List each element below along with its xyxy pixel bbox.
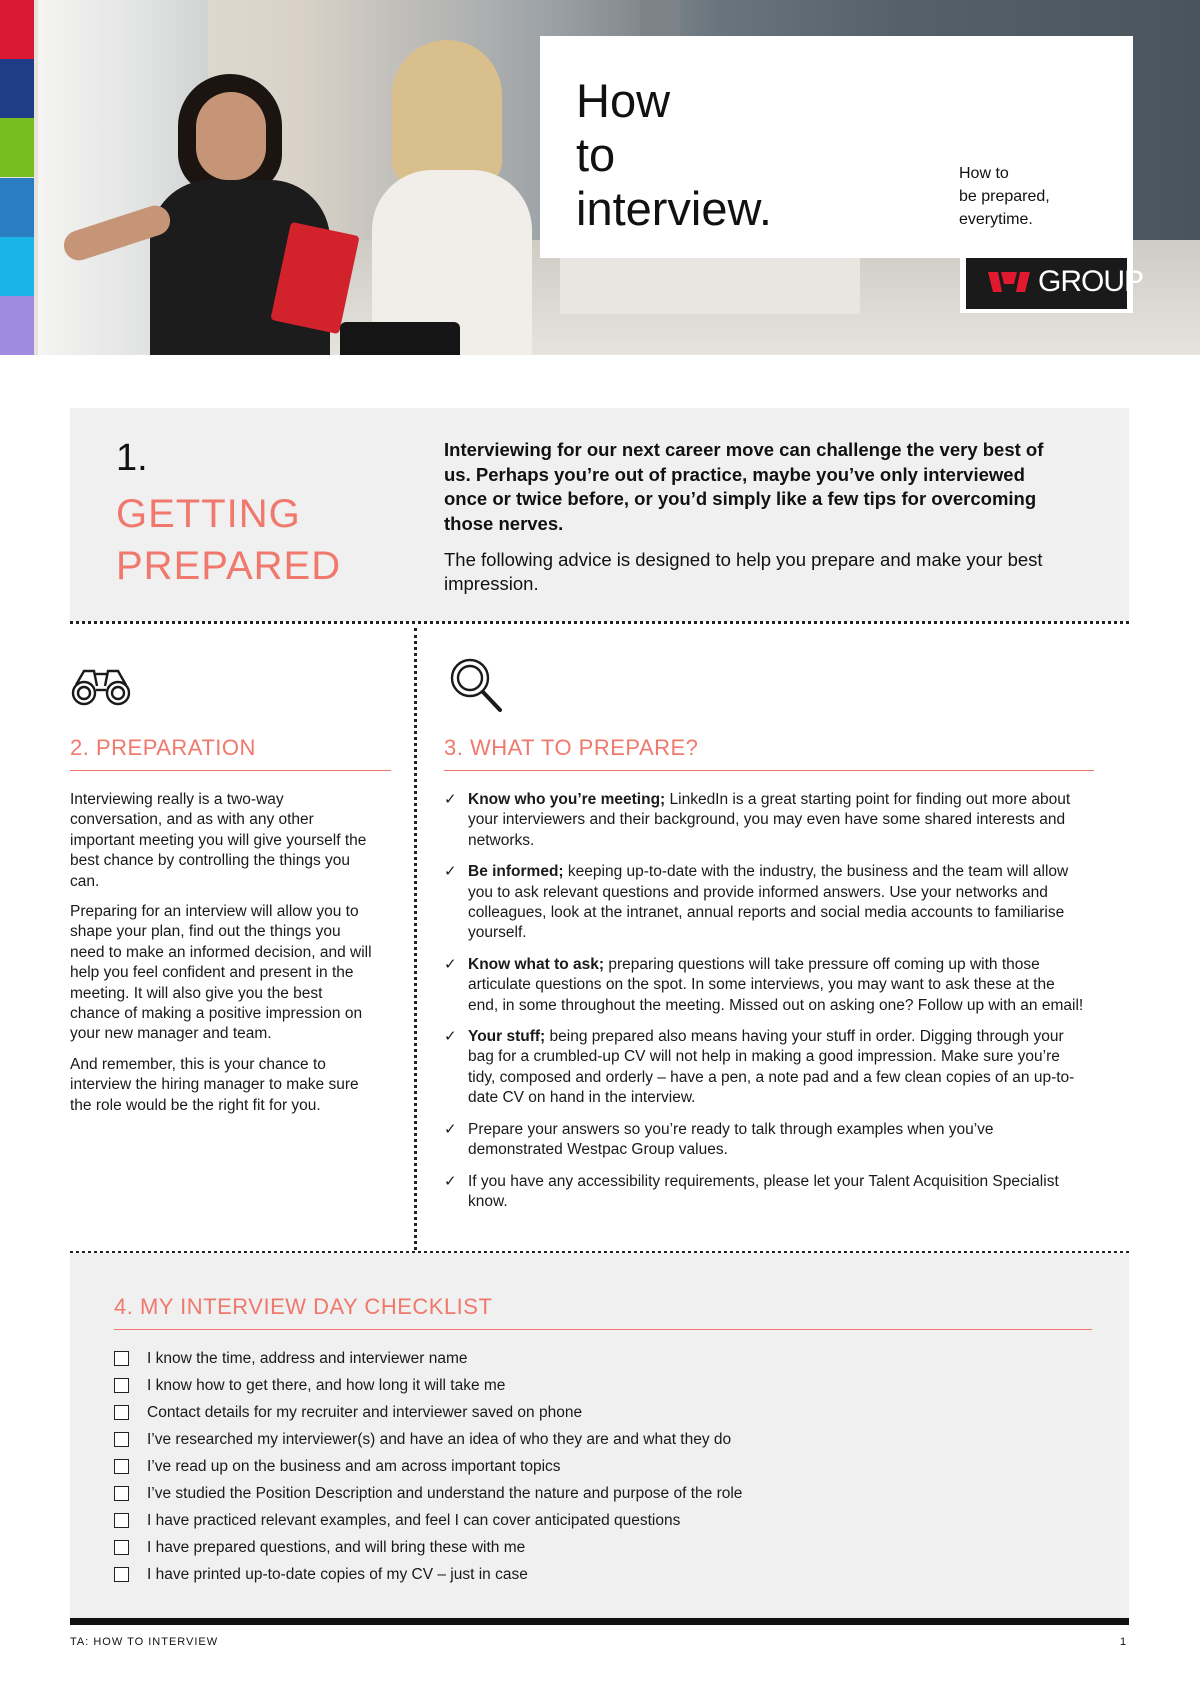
person-two-hair (392, 40, 502, 190)
preparation-text (70, 790, 375, 1126)
bullet-text: If you have any accessibility requirements, please let your Talent Acquisition Specialist know. (468, 1172, 1059, 1210)
checklist-item[interactable] (114, 1349, 1014, 1376)
bullet-text: Prepare your answers so you’re ready to talk through examples when you’ve demonstrated Westpac Group values. (468, 1120, 994, 1159)
checkbox[interactable] (114, 1405, 129, 1420)
page-subtitle (959, 162, 1119, 231)
checklist-item[interactable] (114, 1484, 1014, 1511)
checklist-label: I’ve read up on the business and am across important topics (147, 1458, 561, 1475)
list-item (444, 955, 1084, 1016)
subtitle-line: How to (959, 165, 1009, 182)
bullet-lead: Be informed; (468, 863, 564, 881)
getting-prepared-section (70, 408, 1129, 622)
westpac-w-icon (988, 272, 1030, 292)
subtitle-line: be prepared, (959, 188, 1050, 205)
page-title (576, 74, 876, 236)
check-icon: ✓ (444, 863, 457, 881)
checkbox[interactable] (114, 1513, 129, 1528)
check-icon: ✓ (444, 791, 457, 808)
page-number: 1 (1120, 1636, 1127, 1648)
checklist-item[interactable] (114, 1376, 1014, 1403)
what-to-prepare-heading: 3. WHAT TO PREPARE? (444, 734, 1094, 771)
checklist-heading: 4. MY INTERVIEW DAY CHECKLIST (114, 1293, 1092, 1330)
subtitle-line: everytime. (959, 211, 1033, 228)
checklist (114, 1349, 1014, 1592)
heading-line: PREPARED (116, 544, 342, 588)
color-bar-stripe (0, 296, 34, 355)
color-bar-stripe (0, 178, 34, 237)
color-bar-stripe (0, 59, 34, 118)
bullet-lead: Know who you’re meeting; (468, 791, 666, 808)
check-icon: ✓ (444, 1172, 457, 1190)
hero-counter (560, 250, 860, 314)
checklist-label: I know how to get there, and how long it will take me (147, 1377, 506, 1394)
color-bar-stripe (0, 0, 34, 59)
list-item (444, 1120, 1084, 1161)
bullet-text: preparing questions will take pressure off coming up with those articulate questions on the spot. In some interviews, you may want to ask these at the end, in some throughout the meeting. Missed out on asking one? Follow up with an email! (468, 955, 1084, 1014)
hero-banner (0, 0, 1200, 355)
list-item (444, 1027, 1084, 1109)
magnifier-icon (448, 656, 504, 714)
title-line: interview. (576, 182, 772, 235)
checklist-item[interactable] (114, 1403, 1014, 1430)
checkbox[interactable] (114, 1459, 129, 1474)
checklist-item[interactable] (114, 1430, 1014, 1457)
what-to-prepare-list (444, 790, 1084, 1223)
checklist-label: I have printed up-to-date copies of my CV – just in case (147, 1566, 528, 1583)
list-item (444, 1172, 1084, 1213)
paragraph: And remember, this is your chance to interview the hiring manager to make sure the role would be the right fit for you. (70, 1055, 359, 1114)
checklist-item[interactable] (114, 1565, 1014, 1592)
section-number: 1. (116, 437, 148, 479)
heading-line: GETTING (116, 492, 301, 536)
title-line: to (576, 128, 616, 181)
checklist-label: I have prepared questions, and will bring these with me (147, 1539, 526, 1556)
checklist-label: Contact details for my recruiter and interviewer saved on phone (147, 1404, 583, 1421)
logo-plate (966, 258, 1144, 309)
dotted-column-divider (414, 628, 417, 1250)
checklist-item[interactable] (114, 1538, 1014, 1565)
person-one-face (196, 92, 266, 180)
color-bar-stripe (0, 237, 34, 296)
check-icon: ✓ (444, 955, 457, 973)
logo-text: GROUP (1038, 265, 1144, 298)
checklist-label: I have practiced relevant examples, and feel I can cover anticipated questions (147, 1512, 681, 1529)
checkbox[interactable] (114, 1567, 129, 1582)
checklist-item[interactable] (114, 1511, 1014, 1538)
person-two-bag (340, 322, 460, 355)
preparation-heading: 2. PREPARATION (70, 734, 391, 771)
dotted-divider (70, 621, 1129, 624)
check-icon: ✓ (444, 1028, 457, 1046)
checklist-label: I’ve researched my interviewer(s) and have an idea of who they are and what they do (147, 1431, 732, 1448)
bullet-text: being prepared also means having your stuff in order. Digging through your bag for a crumbled-up CV will not help in making a good impression. Make sure you’re tidy, composed and orderly – have a pen, a note pad and a few clean copies of an up-to-date CV on hand in the interview. (468, 1028, 1075, 1107)
title-card (540, 36, 1133, 258)
binoculars-icon (70, 664, 132, 708)
list-item (444, 790, 1084, 851)
bullet-text: LinkedIn is a great starting point for finding out more about your interviewers and their background, you may even have some shared interests and networks. (468, 791, 1071, 849)
westpac-group-logo (960, 258, 1144, 313)
paragraph: Preparing for an interview will allow you to shape your plan, find out the things you need to make an informed decision, and will help you feel confident and present in the meeting. It will also give you the best chance of making a positive impression on your new manager and team. (70, 903, 372, 1043)
intro-body: The following advice is designed to help you prepare and make your best impression. (444, 549, 1043, 594)
paragraph: Interviewing really is a two-way conversation, and as with any other important meeting you will give yourself the best chance by controlling the things you can. (70, 791, 367, 890)
checkbox[interactable] (114, 1486, 129, 1501)
checkbox[interactable] (114, 1540, 129, 1555)
section-heading (116, 488, 406, 592)
check-icon: ✓ (444, 1120, 457, 1138)
bullet-text: keeping up-to-date with the industry, the business and the team will allow you to ask relevant questions and provide informed answers. Use your networks and colleagues, look at the intranet, annual reports and social media accounts to familiarise yourself. (468, 863, 1069, 942)
list-item (444, 862, 1084, 944)
bullet-lead: Your stuff; (468, 1028, 546, 1046)
checklist-section (70, 1253, 1129, 1618)
checkbox[interactable] (114, 1378, 129, 1393)
footer-title: TA: HOW TO INTERVIEW (70, 1636, 219, 1648)
checklist-label: I’ve studied the Position Description and understand the nature and purpose of the role (147, 1485, 743, 1502)
checklist-item[interactable] (114, 1457, 1014, 1484)
checkbox[interactable] (114, 1432, 129, 1447)
color-bar-stripe (0, 118, 34, 177)
footer-rule (70, 1618, 1129, 1625)
checkbox[interactable] (114, 1351, 129, 1366)
title-line: How (576, 74, 671, 127)
intro-lead: Interviewing for our next career move can challenge the very best of us. Perhaps you’re out of practice, maybe you’ve only interviewed once or twice before, or you’d simply like a few tips for overcoming those nerves. (444, 439, 1044, 534)
checklist-label: I know the time, address and interviewer name (147, 1350, 468, 1367)
bullet-lead: Know what to ask; (468, 955, 605, 973)
